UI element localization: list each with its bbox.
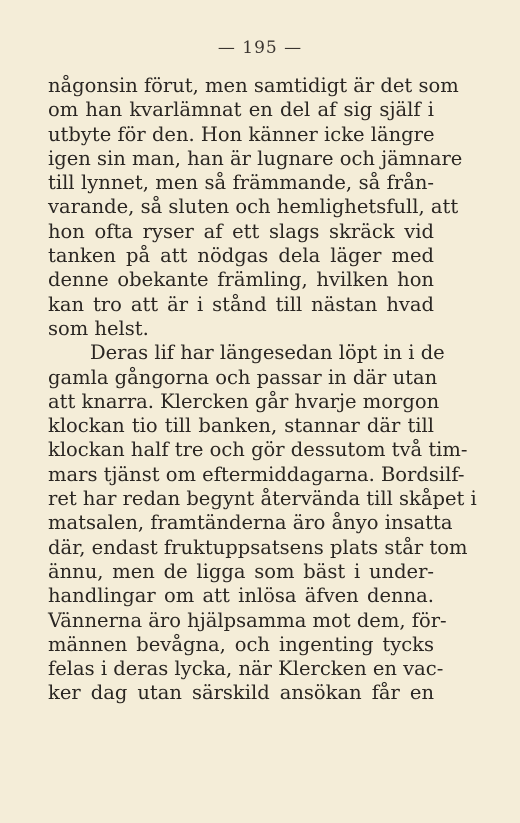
text-line: någonsin förut, men samtidigt är det som	[48, 74, 459, 97]
text-line: Deras lif har längesedan löpt in i de	[90, 341, 445, 365]
text-line: varande, så sluten och hemlighetsfull, att	[48, 195, 459, 219]
text-line: ännu, men de ligga som bäst i under-	[48, 559, 434, 583]
text-line: om han kvarlämnat en del af sig själf i	[48, 98, 434, 122]
text-line: till lynnet, men så främmande, så från-	[48, 171, 434, 195]
text-line: igen sin man, han är lugnare och jämnare	[48, 146, 463, 170]
text-line: tanken på att nödgas dela läger med	[48, 244, 434, 268]
paragraph-1	[48, 74, 463, 341]
body-text	[48, 74, 477, 706]
text-line: Vännerna äro hjälpsamma mot dem, för-	[48, 608, 447, 632]
paragraph-2	[48, 341, 477, 705]
text-line: utbyte för den. Hon känner icke längre	[48, 122, 435, 146]
text-line: gamla gångorna och passar in där utan	[48, 365, 438, 389]
text-line: felas i deras lycka, när Klercken en vac-	[48, 657, 444, 681]
page-number: — 195 —	[217, 38, 303, 58]
text-line: där, endast fruktuppsatsens plats står tom	[48, 535, 468, 559]
text-line: ret har redan begynt återvända till skåpet i	[48, 487, 477, 511]
text-line: mars tjänst om eftermiddagarna. Bordsilf-	[48, 462, 465, 486]
text-line: att knarra. Klercken går hvarje morgon	[48, 389, 440, 413]
text-line: klockan half tre och gör dessutom två tim-	[48, 438, 468, 462]
text-line: hon ofta ryser af ett slags skräck vid	[48, 219, 434, 243]
text-line: ker dag utan särskild ansökan får en	[48, 681, 434, 705]
text-line: kan tro att är i stånd till nästan hvad	[48, 292, 434, 316]
text-line: denne obekante främling, hvilken hon	[48, 268, 434, 292]
text-line: männen bevågna, och ingenting tycks	[48, 632, 434, 656]
text-line: som helst.	[48, 316, 149, 340]
text-line: matsalen, framtänderna äro ånyo insatta	[48, 511, 453, 535]
text-line: handlingar om att inlösa äfven denna.	[48, 584, 434, 608]
text-line: klockan tio till banken, stannar där till	[48, 414, 434, 438]
